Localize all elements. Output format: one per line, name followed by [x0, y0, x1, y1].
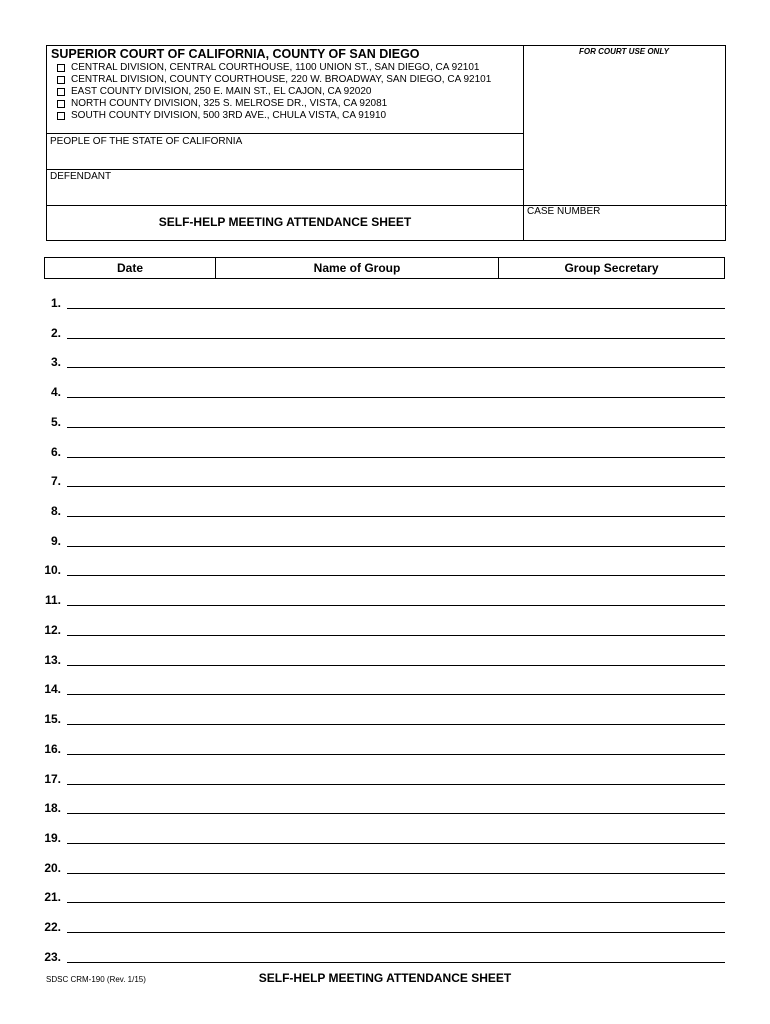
entry-write-line[interactable]: [67, 367, 725, 368]
entry-write-line[interactable]: [67, 575, 725, 576]
entry-write-line[interactable]: [67, 486, 725, 487]
entry-write-line[interactable]: [67, 546, 725, 547]
division-option-east-county[interactable]: [57, 86, 371, 98]
entry-write-line[interactable]: [67, 457, 725, 458]
entry-number: 14.: [44, 682, 61, 696]
entry-number: 8.: [50, 504, 61, 518]
people-label: PEOPLE OF THE STATE OF CALIFORNIA: [50, 136, 243, 147]
entry-write-line[interactable]: [67, 962, 725, 963]
court-use-divider: [523, 46, 524, 241]
entry-number: 16.: [44, 742, 61, 756]
entry-number: 18.: [44, 801, 61, 815]
divider-case-number: [47, 205, 727, 206]
entry-number: 3.: [50, 355, 61, 369]
entry-write-line[interactable]: [67, 873, 725, 874]
column-header-secretary: Group Secretary: [498, 257, 725, 279]
entry-write-line[interactable]: [67, 932, 725, 933]
defendant-label[interactable]: DEFENDANT: [50, 171, 112, 182]
entry-write-line[interactable]: [67, 308, 725, 309]
footer-title: SELF-HELP MEETING ATTENDANCE SHEET: [258, 971, 512, 985]
entry-write-line[interactable]: [67, 843, 725, 844]
form-code: SDSC CRM-190 (Rev. 1/15): [46, 975, 146, 984]
entry-number: 10.: [44, 563, 61, 577]
entry-number: 6.: [50, 445, 61, 459]
entry-number: 1.: [50, 296, 61, 310]
entry-number: 19.: [44, 831, 61, 845]
entry-number: 4.: [50, 385, 61, 399]
court-title: SUPERIOR COURT OF CALIFORNIA, COUNTY OF SAN DIEGO: [51, 47, 420, 61]
column-header-group-name: Name of Group: [215, 257, 499, 279]
checkbox[interactable]: [57, 100, 65, 108]
entry-number: 22.: [44, 920, 61, 934]
division-label: EAST COUNTY DIVISION, 250 E. MAIN ST., EL CAJON, CA 92020: [71, 86, 372, 97]
division-label: NORTH COUNTY DIVISION, 325 S. MELROSE DR., VISTA, CA 92081: [71, 98, 388, 109]
division-option-central-union[interactable]: [57, 62, 479, 74]
division-option-south-county[interactable]: [57, 110, 386, 122]
entry-number: 21.: [44, 890, 61, 904]
entry-write-line[interactable]: [67, 516, 725, 517]
divider-people: [47, 133, 523, 134]
division-option-central-broadway[interactable]: [57, 74, 491, 86]
entry-write-line[interactable]: [67, 784, 725, 785]
entry-number: 12.: [44, 623, 61, 637]
entry-write-line[interactable]: [67, 605, 725, 606]
entry-write-line[interactable]: [67, 694, 725, 695]
entry-write-line[interactable]: [67, 427, 725, 428]
checkbox[interactable]: [57, 76, 65, 84]
entry-number: 11.: [44, 593, 61, 607]
entry-write-line[interactable]: [67, 397, 725, 398]
entry-number: 5.: [50, 415, 61, 429]
entry-number: 13.: [44, 653, 61, 667]
case-number-label[interactable]: CASE NUMBER: [527, 206, 601, 217]
entry-number: 2.: [50, 326, 61, 340]
entry-number: 20.: [44, 861, 61, 875]
division-label: CENTRAL DIVISION, COUNTY COURTHOUSE, 220 W. BROADWAY, SAN DIEGO, CA 92101: [71, 74, 492, 85]
sheet-title: SELF-HELP MEETING ATTENDANCE SHEET: [158, 215, 412, 229]
entry-write-line[interactable]: [67, 635, 725, 636]
entry-write-line[interactable]: [67, 813, 725, 814]
court-use-label: FOR COURT USE ONLY: [579, 47, 669, 56]
checkbox[interactable]: [57, 88, 65, 96]
entry-number: 23.: [44, 950, 61, 964]
entry-number: 9.: [50, 534, 61, 548]
entry-write-line[interactable]: [67, 338, 725, 339]
division-label: CENTRAL DIVISION, CENTRAL COURTHOUSE, 1100 UNION ST., SAN DIEGO, CA 92101: [71, 62, 480, 73]
entry-write-line[interactable]: [67, 724, 725, 725]
entry-number: 17.: [44, 772, 61, 786]
division-option-north-county[interactable]: [57, 98, 387, 110]
entry-number: 7.: [50, 474, 61, 488]
column-header-date: Date: [44, 257, 216, 279]
entry-write-line[interactable]: [67, 665, 725, 666]
entry-write-line[interactable]: [67, 902, 725, 903]
division-label: SOUTH COUNTY DIVISION, 500 3RD AVE., CHULA VISTA, CA 91910: [71, 110, 387, 121]
entry-write-line[interactable]: [67, 754, 725, 755]
checkbox[interactable]: [57, 64, 65, 72]
divider-defendant: [47, 169, 523, 170]
entry-number: 15.: [44, 712, 61, 726]
checkbox[interactable]: [57, 112, 65, 120]
